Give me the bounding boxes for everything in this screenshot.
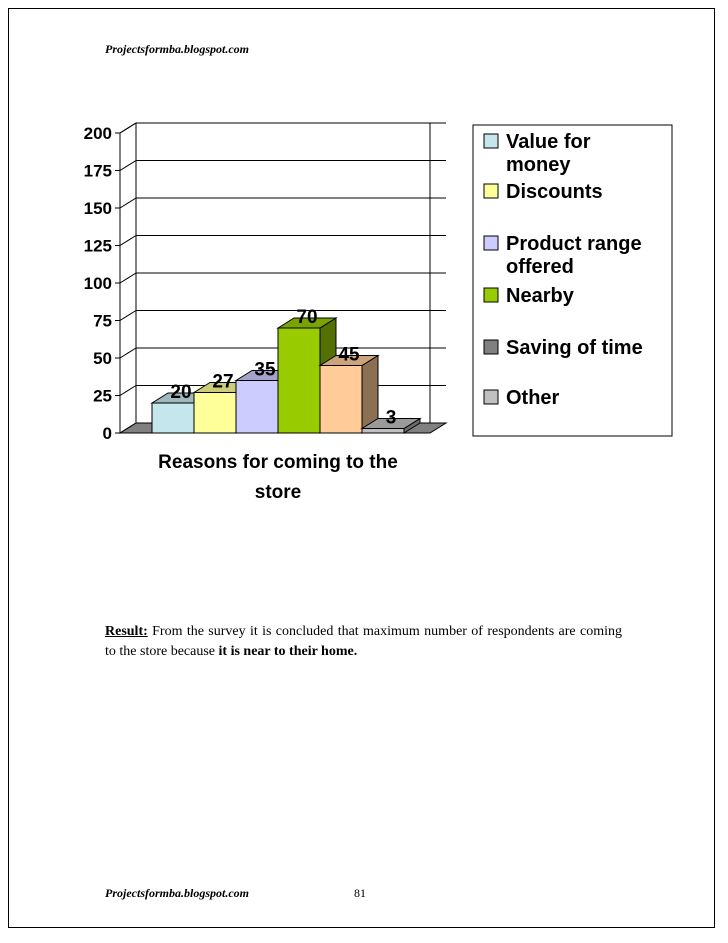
legend-swatch	[484, 340, 498, 354]
header-site: Projectsformba.blogspot.com	[105, 42, 249, 56]
legend-swatch	[484, 134, 498, 148]
y-tick-label: 50	[93, 349, 112, 368]
chart-legend	[473, 125, 672, 436]
y-tick-label: 25	[93, 386, 112, 406]
legend-label: Discounts	[506, 181, 603, 203]
result-label: Result:	[105, 624, 148, 639]
y-tick-label: 125	[83, 236, 112, 256]
legend-label: Product range offered	[506, 233, 642, 278]
legend-swatch	[484, 390, 498, 404]
y-tick-label: 75	[93, 311, 112, 331]
page-number: 81	[354, 886, 366, 900]
legend-label: Other	[506, 387, 560, 409]
y-tick-label: 200	[83, 124, 112, 143]
result-paragraph	[105, 622, 622, 662]
result-text: From the survey it is concluded that maximum number of respondents are coming to the store because	[105, 624, 622, 659]
data-label: 45	[338, 344, 360, 366]
data-label: 3	[385, 407, 397, 429]
legend-label: Saving of time	[506, 337, 643, 359]
legend-swatch	[484, 288, 498, 302]
bar-front	[362, 429, 404, 434]
legend-label: Nearby	[506, 285, 574, 307]
x-axis-label-line1: Reasons for coming to the	[158, 452, 398, 473]
data-label: 70	[296, 307, 318, 328]
legend-swatch	[484, 184, 498, 198]
bar-front	[194, 393, 236, 434]
bar-front	[152, 403, 194, 433]
data-label: 20	[170, 382, 192, 403]
y-tick-label: 150	[83, 199, 112, 218]
y-tick-label: 175	[83, 161, 112, 181]
result-emphasis: it is near to their home.	[218, 644, 358, 659]
bar-front	[320, 366, 362, 434]
legend-box	[473, 125, 672, 436]
bar-saving-of-time	[320, 356, 378, 434]
data-label: 27	[212, 371, 234, 393]
legend-label: Value for money	[506, 131, 591, 176]
y-tick-label: 100	[83, 274, 112, 293]
chart-axes	[84, 124, 120, 443]
x-axis-label-line2: store	[254, 482, 302, 503]
bar-front	[278, 328, 320, 433]
legend-item	[484, 337, 643, 359]
bar-front	[236, 381, 278, 434]
data-label: 35	[254, 359, 276, 381]
footer-site: Projectsformba.blogspot.com	[105, 886, 249, 900]
y-tick-label: 0	[102, 424, 112, 443]
legend-swatch	[484, 236, 498, 250]
